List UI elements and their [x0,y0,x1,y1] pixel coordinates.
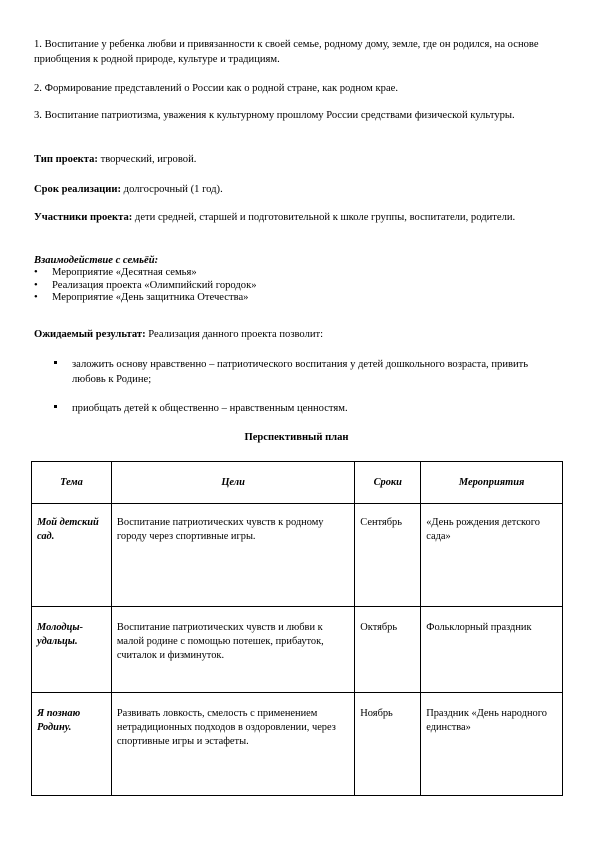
list-item: • Реализация проекта «Олимпийский городок» [34,280,559,293]
column-header-events: Мероприятия [421,462,563,504]
cell-term: Сентябрь [355,504,421,607]
cell-event: Праздник «День народного единства» [421,693,563,796]
goal-3: 3. Воспитание патриотизма, уважения к культурному прошлому России средствами физической культуры. [34,110,515,121]
list-item: заложить основу нравственно – патриотического воспитания у детей дошкольного возраста, привить любовь к Родине; [54,357,549,387]
cell-term: Ноябрь [355,693,421,796]
table-row [32,693,563,796]
cell-goal: Воспитание патриотических чувств к родному городу через спортивные игры. [111,504,354,607]
cell-theme: Молодцы-удальцы. [32,607,112,693]
plan-table [31,461,563,796]
square-bullet-icon [54,361,57,364]
family-section [34,254,559,305]
column-header-goals: Цели [111,462,354,504]
cell-goal: Развивать ловкость, смелость с применением нетрадиционных подходов в оздоровлении, через спортивные игры и эстафеты. [111,693,354,796]
table-row [32,504,563,607]
result-list [54,357,549,416]
result-value: Реализация данного проекта позволит: [145,329,324,340]
project-term-value: долгосрочный (1 год). [121,184,223,195]
project-type [34,152,559,167]
participants-label: Участники проекта: [34,212,133,223]
family-list [34,267,559,305]
table-header-row [32,462,563,504]
project-type-label: Тип проекта: [34,154,98,165]
list-item: приобщать детей к общественно – нравственным ценностям. [54,401,549,416]
goal-1: 1. Воспитание у ребенка любви и привязанности к своей семье, родному дому, земле, где он родился, на основе приобщения к родной природе, культуре и традициям. [34,39,539,65]
family-heading: Взаимодействие с семьёй: [34,255,159,266]
participants-value: дети средней, старшей и подготовительной к школе группы, воспитатели, родители. [132,212,516,223]
plan-title: Перспективный план [244,432,349,443]
project-term-label: Срок реализации: [34,184,122,195]
column-header-theme: Тема [32,462,112,504]
result-label: Ожидаемый результат: [34,329,146,340]
project-type-value: творческий, игровой. [97,154,197,165]
expected-result [34,327,559,342]
cell-goal: Воспитание патриотических чувств и любви к малой родине с помощью потешек, прибауток, считалок и физминуток. [111,607,354,693]
list-item: • Мероприятие «Десятная семья» [34,267,559,280]
list-item: • Мероприятие «День защитника Отечества» [34,292,559,305]
square-bullet-icon [54,405,57,408]
cell-term: Октябрь [355,607,421,693]
project-term [34,182,559,197]
cell-event: «День рождения детского сада» [421,504,563,607]
cell-event: Фольклорный праздник [421,607,563,693]
goal-2: 2. Формирование представлений о России как о родной стране, как родном крае. [34,83,399,94]
cell-theme: Я познаю Родину. [32,693,112,796]
cell-theme: Мой детский сад. [32,504,112,607]
project-participants [34,210,559,225]
table-row [32,607,563,693]
column-header-term: Сроки [355,462,421,504]
